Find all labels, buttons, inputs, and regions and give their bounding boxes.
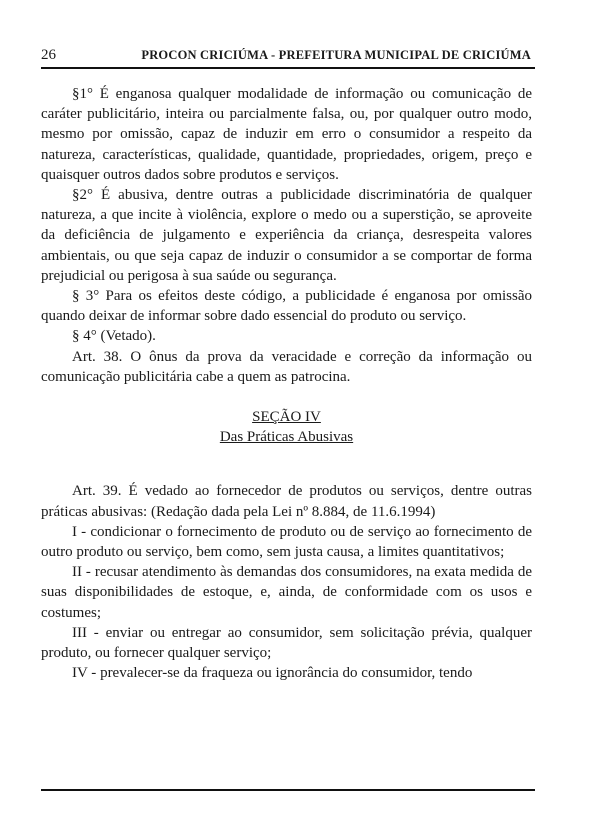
item-marker: II - (72, 564, 91, 581)
paragraph-1: §1° É enganosa qualquer modalidade de informação ou comunicação de caráter publicitário, inteira ou parcialmente falsa, ou, por qualquer outro modo, mesmo por omissão, capaz de induzir em erro o consumidor a respeito da natureza, características, qualidade, quantidade, propriedades, origem, preço e quaisquer outros dados sobre produtos e serviços. (41, 86, 532, 183)
paragraph-art39: Art. 39. É vedado ao fornecedor de produtos ou serviços, dentre outras práticas abusivas: (Redação dada pela Lei nº 8.884, de 11.6.1994) (41, 483, 532, 520)
section-subtitle: Das Práticas Abusivas (219, 429, 354, 446)
paragraph-4: § 4° (Vetado). (72, 328, 156, 345)
item-marker: IV - (72, 665, 97, 682)
list-item-iv (41, 663, 532, 683)
spacer (41, 387, 532, 407)
spacer (41, 447, 532, 481)
page-header (41, 47, 535, 63)
item-text: enviar ou entregar ao consumidor, sem solicitação prévia, qualquer produto, ou fornecer qualquer serviço; (41, 624, 532, 662)
item-text: prevalecer-se da fraqueza ou ignorância do consumidor, tendo (96, 665, 473, 682)
document-body (41, 84, 532, 683)
page-number: 26 (41, 47, 56, 63)
item-text: condicionar o fornecimento de produto ou de serviço ao fornecimento de outro produto ou serviço, bem como, sem justa causa, a limites quantitativos; (41, 523, 532, 561)
item-marker: I - (72, 523, 87, 540)
item-marker: III - (72, 624, 99, 641)
footer-rule (41, 789, 535, 791)
paragraph-art38: Art. 38. O ônus da prova da veracidade e correção da informação ou comunicação publicitária cabe a quem as patrocina. (41, 348, 532, 385)
list-item-i (41, 522, 532, 562)
list-item-iii (41, 623, 532, 663)
item-text: recusar atendimento às demandas dos consumidores, na exata medida de suas disponibilidades de estoque, e, ainda, de conformidade com os usos e costumes; (41, 564, 532, 621)
paragraph-3: § 3° Para os efeitos deste código, a publicidade é enganosa por omissão quando deixar de informar sobre dado essencial do produto ou serviço. (41, 288, 532, 325)
header-rule (41, 67, 535, 69)
list-item-ii (41, 562, 532, 623)
section-heading (41, 407, 532, 447)
section-title: SEÇÃO IV (252, 409, 321, 426)
paragraph-2: §2° É abusiva, dentre outras a publicidade discriminatória de qualquer natureza, a que incite à violência, explore o medo ou a superstição, se aproveite da deficiência de julgamento e experiência da criança, desrespeita valores ambientais, ou que seja capaz de induzir o consumidor a se comportar de forma prejudicial ou perigosa à sua saúde ou segurança. (41, 187, 532, 284)
header-title: PROCON CRICIÚMA - PREFEITURA MUNICIPAL DE CRICIÚMA (141, 48, 531, 62)
